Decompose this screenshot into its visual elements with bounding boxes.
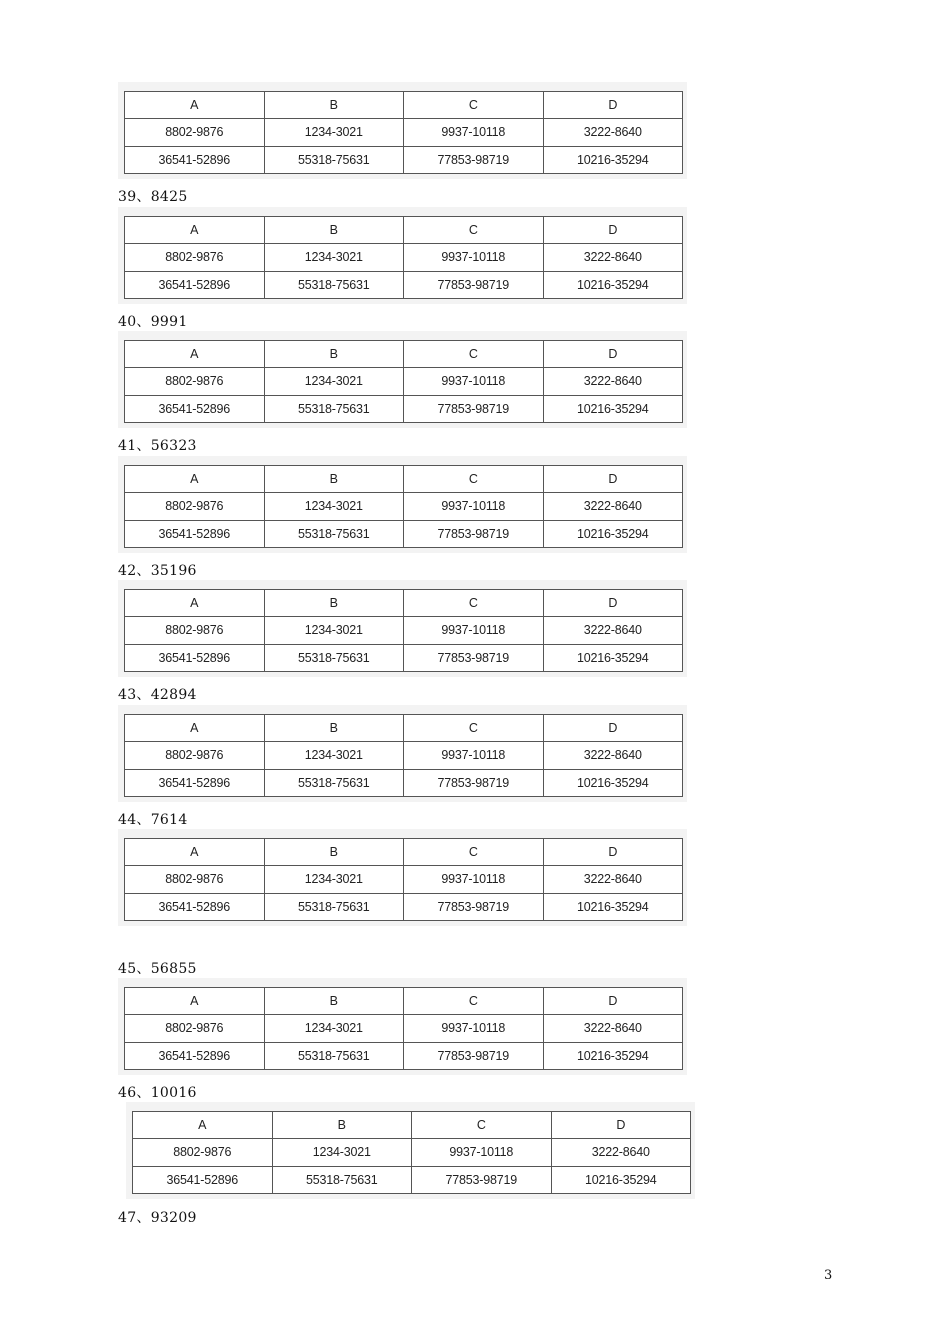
table-row: [125, 520, 683, 547]
table-cell: 1234-3021: [264, 866, 404, 893]
answer-table-5: [118, 580, 687, 677]
table-cell: 77853-98719: [404, 520, 544, 547]
table-cell: 1234-3021: [264, 1015, 404, 1042]
table-row: [125, 368, 683, 395]
header-cell-c: C: [404, 92, 544, 119]
table-cell: 9937-10118: [404, 493, 544, 520]
table-cell: 36541-52896: [133, 1166, 273, 1193]
answer-table-3: [118, 331, 687, 428]
table-cell: 10216-35294: [551, 1166, 691, 1193]
table-cell: 3222-8640: [551, 1139, 691, 1166]
header-cell-b: B: [264, 92, 404, 119]
table-cell: 8802-9876: [125, 368, 265, 395]
header-cell-d: D: [543, 217, 683, 244]
table-row: [133, 1139, 691, 1166]
header-cell-a: A: [125, 715, 265, 742]
options-table: [124, 714, 683, 797]
table-cell: 3222-8640: [543, 866, 683, 893]
table-cell: 55318-75631: [264, 146, 404, 173]
table-cell: 36541-52896: [125, 146, 265, 173]
header-cell-a: A: [125, 988, 265, 1015]
table-cell: 77853-98719: [404, 893, 544, 920]
table-header-row: [125, 341, 683, 368]
header-cell-a: A: [133, 1112, 273, 1139]
header-cell-b: B: [264, 590, 404, 617]
table-cell: 77853-98719: [404, 395, 544, 422]
table-cell: 1234-3021: [264, 493, 404, 520]
question-40: 40、9991: [118, 314, 188, 330]
header-cell-d: D: [543, 92, 683, 119]
header-cell-b: B: [264, 466, 404, 493]
table-cell: 10216-35294: [543, 520, 683, 547]
table-row: [125, 644, 683, 671]
answer-table-8: [118, 978, 687, 1075]
header-cell-c: C: [404, 988, 544, 1015]
options-table: [124, 465, 683, 548]
table-cell: 10216-35294: [543, 1042, 683, 1069]
question-42: 42、35196: [118, 563, 197, 579]
table-cell: 1234-3021: [264, 742, 404, 769]
answer-table-6: [118, 705, 687, 802]
table-cell: 55318-75631: [264, 520, 404, 547]
table-cell: 55318-75631: [264, 395, 404, 422]
header-cell-c: C: [404, 715, 544, 742]
options-table: [124, 340, 683, 423]
table-cell: 9937-10118: [404, 866, 544, 893]
table-row: [125, 395, 683, 422]
table-cell: 10216-35294: [543, 146, 683, 173]
options-table: [124, 216, 683, 299]
table-cell: 77853-98719: [404, 146, 544, 173]
table-header-row: [125, 715, 683, 742]
header-cell-a: A: [125, 341, 265, 368]
header-cell-d: D: [543, 341, 683, 368]
table-cell: 10216-35294: [543, 395, 683, 422]
table-cell: 55318-75631: [264, 893, 404, 920]
options-table: [124, 987, 683, 1070]
table-row: [125, 493, 683, 520]
question-41: 41、56323: [118, 438, 197, 454]
table-cell: 55318-75631: [264, 644, 404, 671]
table-cell: 8802-9876: [125, 742, 265, 769]
header-cell-b: B: [264, 217, 404, 244]
table-cell: 3222-8640: [543, 493, 683, 520]
table-cell: 77853-98719: [404, 769, 544, 796]
table-cell: 8802-9876: [125, 866, 265, 893]
table-cell: 9937-10118: [404, 368, 544, 395]
table-cell: 36541-52896: [125, 271, 265, 298]
table-row: [125, 893, 683, 920]
table-row: [125, 1015, 683, 1042]
table-cell: 1234-3021: [272, 1139, 412, 1166]
header-cell-b: B: [264, 341, 404, 368]
table-row: [133, 1166, 691, 1193]
table-cell: 1234-3021: [264, 119, 404, 146]
header-cell-c: C: [404, 590, 544, 617]
table-row: [125, 1042, 683, 1069]
question-46: 46、10016: [118, 1085, 197, 1101]
header-cell-b: B: [264, 988, 404, 1015]
table-cell: 3222-8640: [543, 1015, 683, 1042]
header-cell-a: A: [125, 590, 265, 617]
table-row: [125, 119, 683, 146]
table-header-row: [133, 1112, 691, 1139]
header-cell-a: A: [125, 92, 265, 119]
table-cell: 3222-8640: [543, 368, 683, 395]
table-cell: 10216-35294: [543, 893, 683, 920]
table-header-row: [125, 839, 683, 866]
table-cell: 36541-52896: [125, 769, 265, 796]
table-cell: 77853-98719: [404, 271, 544, 298]
table-row: [125, 617, 683, 644]
header-cell-a: A: [125, 217, 265, 244]
table-cell: 36541-52896: [125, 520, 265, 547]
table-header-row: [125, 92, 683, 119]
options-table: [124, 589, 683, 672]
table-row: [125, 866, 683, 893]
answer-table-1: [118, 82, 687, 179]
question-47: 47、93209: [118, 1210, 197, 1226]
table-header-row: [125, 217, 683, 244]
table-cell: 9937-10118: [412, 1139, 552, 1166]
table-cell: 55318-75631: [264, 271, 404, 298]
table-cell: 1234-3021: [264, 617, 404, 644]
table-cell: 9937-10118: [404, 244, 544, 271]
header-cell-c: C: [404, 341, 544, 368]
table-row: [125, 244, 683, 271]
table-cell: 10216-35294: [543, 644, 683, 671]
header-cell-b: B: [264, 715, 404, 742]
header-cell-b: B: [264, 839, 404, 866]
options-table: [132, 1111, 691, 1194]
table-cell: 10216-35294: [543, 271, 683, 298]
table-header-row: [125, 988, 683, 1015]
answer-table-4: [118, 456, 687, 553]
table-cell: 9937-10118: [404, 742, 544, 769]
table-cell: 55318-75631: [264, 1042, 404, 1069]
header-cell-c: C: [404, 839, 544, 866]
header-cell-d: D: [543, 590, 683, 617]
question-44: 44、7614: [118, 812, 188, 828]
header-cell-c: C: [404, 466, 544, 493]
table-header-row: [125, 590, 683, 617]
table-cell: 36541-52896: [125, 893, 265, 920]
table-cell: 3222-8640: [543, 244, 683, 271]
header-cell-d: D: [543, 988, 683, 1015]
page-number: 3: [824, 1268, 833, 1283]
table-cell: 55318-75631: [272, 1166, 412, 1193]
options-table: [124, 838, 683, 921]
table-cell: 3222-8640: [543, 119, 683, 146]
answer-table-9: [126, 1102, 695, 1199]
header-cell-a: A: [125, 839, 265, 866]
table-cell: 1234-3021: [264, 244, 404, 271]
table-row: [125, 769, 683, 796]
table-row: [125, 742, 683, 769]
question-43: 43、42894: [118, 687, 197, 703]
header-cell-d: D: [543, 466, 683, 493]
table-cell: 8802-9876: [125, 119, 265, 146]
question-45: 45、56855: [118, 961, 197, 977]
table-cell: 9937-10118: [404, 119, 544, 146]
table-cell: 8802-9876: [125, 493, 265, 520]
table-cell: 77853-98719: [412, 1166, 552, 1193]
options-table: [124, 91, 683, 174]
header-cell-a: A: [125, 466, 265, 493]
table-cell: 36541-52896: [125, 395, 265, 422]
answer-table-7: [118, 829, 687, 926]
table-cell: 8802-9876: [125, 617, 265, 644]
table-cell: 8802-9876: [125, 1015, 265, 1042]
table-cell: 9937-10118: [404, 617, 544, 644]
question-39: 39、8425: [118, 189, 188, 205]
table-cell: 10216-35294: [543, 769, 683, 796]
table-cell: 8802-9876: [133, 1139, 273, 1166]
answer-table-2: [118, 207, 687, 304]
table-cell: 9937-10118: [404, 1015, 544, 1042]
table-cell: 3222-8640: [543, 617, 683, 644]
header-cell-c: C: [404, 217, 544, 244]
table-cell: 77853-98719: [404, 1042, 544, 1069]
header-cell-d: D: [543, 715, 683, 742]
table-cell: 3222-8640: [543, 742, 683, 769]
header-cell-c: C: [412, 1112, 552, 1139]
table-cell: 36541-52896: [125, 644, 265, 671]
table-cell: 36541-52896: [125, 1042, 265, 1069]
header-cell-d: D: [551, 1112, 691, 1139]
header-cell-d: D: [543, 839, 683, 866]
table-cell: 77853-98719: [404, 644, 544, 671]
table-header-row: [125, 466, 683, 493]
table-cell: 55318-75631: [264, 769, 404, 796]
header-cell-b: B: [272, 1112, 412, 1139]
table-row: [125, 146, 683, 173]
table-cell: 1234-3021: [264, 368, 404, 395]
table-row: [125, 271, 683, 298]
table-cell: 8802-9876: [125, 244, 265, 271]
